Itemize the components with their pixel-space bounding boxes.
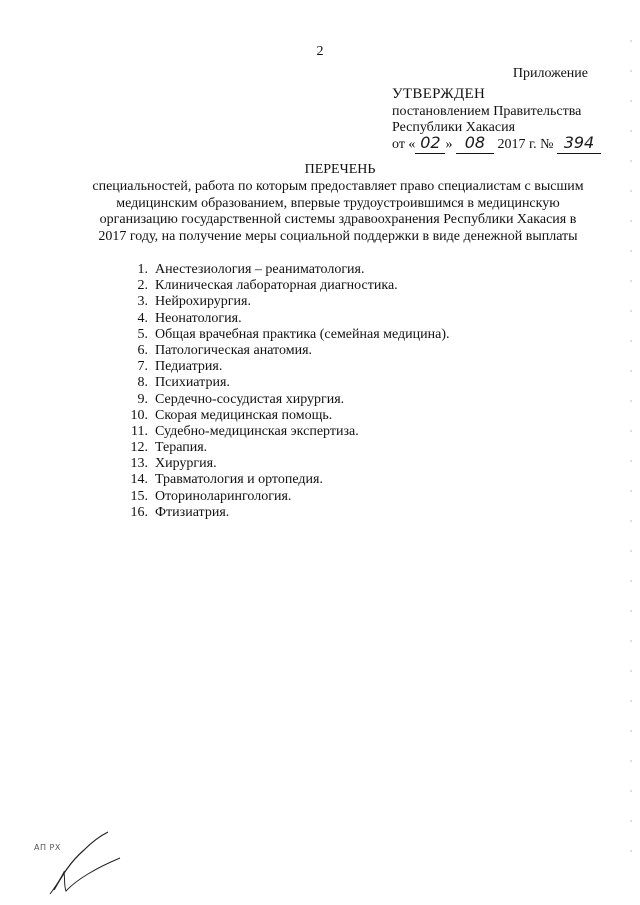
- approved-label: УТВЕРЖДЕН: [392, 86, 486, 102]
- item-text: Судебно-медицинская экспертиза.: [155, 423, 359, 439]
- list-item: [104, 489, 450, 505]
- list-item: [104, 294, 450, 310]
- page-number: 2: [316, 44, 324, 59]
- date-day: 02: [420, 133, 441, 152]
- item-text: Терапия.: [155, 440, 208, 456]
- subtitle-line: 2017 году, на получение меры социальной поддержки в виде денежной выплаты: [98, 228, 578, 244]
- item-number: 9.: [137, 391, 148, 407]
- item-number: 16.: [130, 504, 148, 520]
- list-item: [104, 343, 450, 359]
- subtitle-line: специальностей, работа по которым предоставляет право специалистам с высшим: [92, 179, 584, 194]
- decree-line-2: Республики Хакасия: [392, 120, 516, 135]
- item-number: 13.: [130, 456, 148, 472]
- item-text: Общая врачебная практика (семейная медицина).: [155, 326, 450, 342]
- list-item: [104, 375, 450, 391]
- item-text: Хирургия.: [155, 456, 217, 472]
- list-item: [104, 440, 450, 456]
- date-mid: »: [445, 137, 453, 152]
- appendix-label: Приложение: [512, 66, 588, 81]
- item-number: 14.: [130, 472, 148, 488]
- item-text: Неонатология.: [155, 310, 242, 326]
- item-text: Скорая медицинская помощь.: [155, 407, 333, 423]
- decree-reference: [392, 104, 581, 136]
- list-item: [104, 472, 450, 488]
- item-number: 5.: [137, 326, 148, 342]
- list-item: [104, 505, 450, 521]
- list-item: [104, 359, 450, 375]
- item-number: 12.: [130, 440, 148, 456]
- list-item: [104, 408, 450, 424]
- item-text: Оториноларингология.: [155, 488, 292, 504]
- list-item: [104, 311, 450, 327]
- decree-date-line: [392, 133, 601, 154]
- item-text: Клиническая лабораторная диагностика.: [155, 278, 398, 294]
- subtitle-line: медицинским образованием, впервые трудоустроившимся в медицинскую: [116, 195, 560, 211]
- list-item: [104, 262, 450, 278]
- list-item: [104, 278, 450, 294]
- specialties-list: [104, 262, 450, 521]
- footer-code: АП РХ: [34, 843, 61, 852]
- item-number: 10.: [130, 407, 148, 423]
- item-number: 8.: [137, 375, 148, 391]
- decree-number: 394: [563, 133, 595, 152]
- document-subtitle: [88, 179, 588, 245]
- item-text: Сердечно-сосудистая хирургия.: [155, 391, 345, 407]
- item-text: Педиатрия.: [155, 359, 223, 375]
- item-number: 4.: [137, 310, 148, 326]
- item-text: Психиатрия.: [155, 375, 230, 391]
- item-text: Травматология и ортопедия.: [155, 472, 323, 488]
- date-year: 2017 г. №: [497, 137, 554, 152]
- date-prefix: от «: [392, 137, 416, 152]
- item-text: Фтизиатрия.: [155, 504, 230, 520]
- item-number: 1.: [137, 262, 148, 277]
- list-item: [104, 456, 450, 472]
- document-title: ПЕРЕЧЕНЬ: [304, 162, 376, 177]
- list-item: [104, 392, 450, 408]
- item-number: 15.: [130, 488, 148, 504]
- item-text: Анестезиология – реаниматология.: [155, 262, 365, 277]
- scan-edge-marks: [628, 0, 634, 905]
- item-number: 11.: [131, 423, 148, 439]
- list-item: [104, 327, 450, 343]
- item-text: Патологическая анатомия.: [155, 342, 313, 358]
- subtitle-line: организацию государственной системы здравоохранения Республики Хакасия в: [99, 212, 577, 227]
- item-number: 3.: [137, 294, 148, 310]
- item-number: 7.: [137, 359, 148, 375]
- list-item: [104, 424, 450, 440]
- signature-mark: [40, 828, 130, 898]
- decree-line-1: постановлением Правительства: [392, 104, 582, 119]
- item-number: 6.: [137, 342, 148, 358]
- item-text: Нейрохирургия.: [155, 294, 251, 310]
- item-number: 2.: [137, 278, 148, 294]
- date-month: 08: [464, 133, 486, 152]
